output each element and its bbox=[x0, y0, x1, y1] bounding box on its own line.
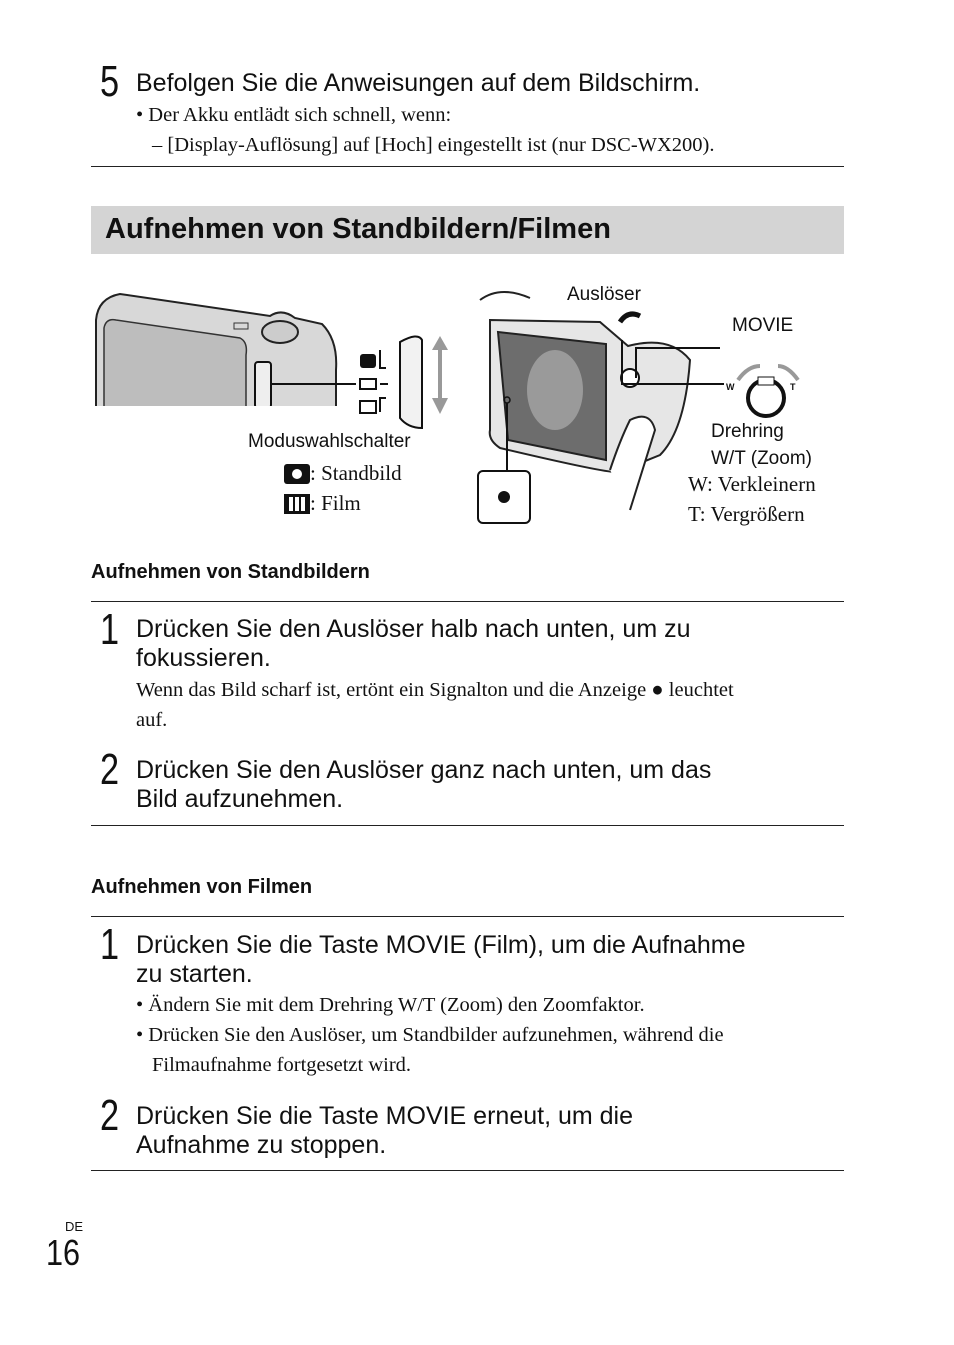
step-title-line: Drücken Sie den Auslöser halb nach unten, um zu bbox=[136, 615, 691, 643]
dash-note: – [Display-Auflösung] auf [Hoch] eingestellt ist (nur DSC-WX200). bbox=[152, 134, 715, 156]
focus-indicator-box bbox=[477, 470, 531, 524]
ring-t-label: T bbox=[790, 382, 796, 392]
section-title: Aufnehmen von Standbildern/Filmen bbox=[105, 213, 611, 245]
legend-film: : Film bbox=[284, 491, 361, 516]
film-icon bbox=[284, 494, 310, 514]
divider bbox=[91, 166, 844, 167]
mode-switch-label: Moduswahlschalter bbox=[248, 431, 411, 452]
divider bbox=[91, 916, 844, 917]
w-caption: W: Verkleinern bbox=[688, 472, 816, 496]
step-title-line: zu starten. bbox=[136, 960, 253, 988]
step-title-line: Drücken Sie den Auslöser ganz nach unten, um das bbox=[136, 756, 712, 784]
camera-top-illustration bbox=[90, 280, 460, 530]
step-note: Wenn das Bild scharf ist, ertönt ein Signalton und die Anzeige ● leuchtet bbox=[136, 679, 734, 701]
shooting-illustration bbox=[460, 280, 850, 535]
bullet-note-continued: Filmaufnahme fortgesetzt wird. bbox=[152, 1054, 412, 1076]
bullet-note: • Drücken Sie den Auslöser, um Standbilder aufzunehmen, während die bbox=[136, 1024, 724, 1046]
step-title-line: Drücken Sie die Taste MOVIE (Film), um die Aufnahme bbox=[136, 931, 746, 959]
divider bbox=[91, 601, 844, 602]
step-number: 2 bbox=[100, 745, 120, 794]
section-header bbox=[91, 206, 844, 254]
step-note: auf. bbox=[136, 709, 168, 731]
mode-switch-illustration bbox=[90, 280, 460, 530]
subsection-heading-still: Aufnehmen von Standbildern bbox=[91, 561, 370, 583]
step-title-line: fokussieren. bbox=[136, 644, 271, 672]
step-number: 1 bbox=[100, 605, 120, 654]
step-title-line: Bild aufzunehmen. bbox=[136, 785, 344, 813]
step-number: 5 bbox=[100, 57, 120, 106]
step-number: 2 bbox=[100, 1091, 120, 1140]
focus-indicator-dot-icon bbox=[498, 491, 510, 503]
language-code: DE bbox=[65, 1219, 84, 1234]
camera-icon bbox=[284, 464, 310, 484]
step-title-line: Aufnahme zu stoppen. bbox=[136, 1131, 387, 1159]
shutter-label: Auslöser bbox=[567, 284, 641, 305]
bullet-note: • Ändern Sie mit dem Drehring W/T (Zoom) den Zoomfaktor. bbox=[136, 994, 645, 1016]
zoom-ring-label-2: W/T (Zoom) bbox=[711, 448, 812, 469]
step-number: 1 bbox=[100, 920, 120, 969]
bullet-note: • Der Akku entlädt sich schnell, wenn: bbox=[136, 104, 452, 126]
t-caption: T: Vergrößern bbox=[688, 502, 805, 526]
zoom-ring-label-1: Drehring bbox=[711, 421, 784, 442]
legend-still: : Standbild bbox=[284, 461, 402, 486]
page-number: 16 bbox=[46, 1232, 81, 1273]
subsection-heading-movie: Aufnehmen von Filmen bbox=[91, 876, 313, 898]
divider bbox=[91, 825, 844, 826]
divider bbox=[91, 1170, 844, 1171]
movie-label: MOVIE bbox=[732, 315, 794, 336]
step-title-line: Drücken Sie die Taste MOVIE erneut, um die bbox=[136, 1102, 633, 1130]
step-title: Befolgen Sie die Anweisungen auf dem Bildschirm. bbox=[136, 69, 701, 97]
ring-w-label: W bbox=[726, 382, 735, 392]
